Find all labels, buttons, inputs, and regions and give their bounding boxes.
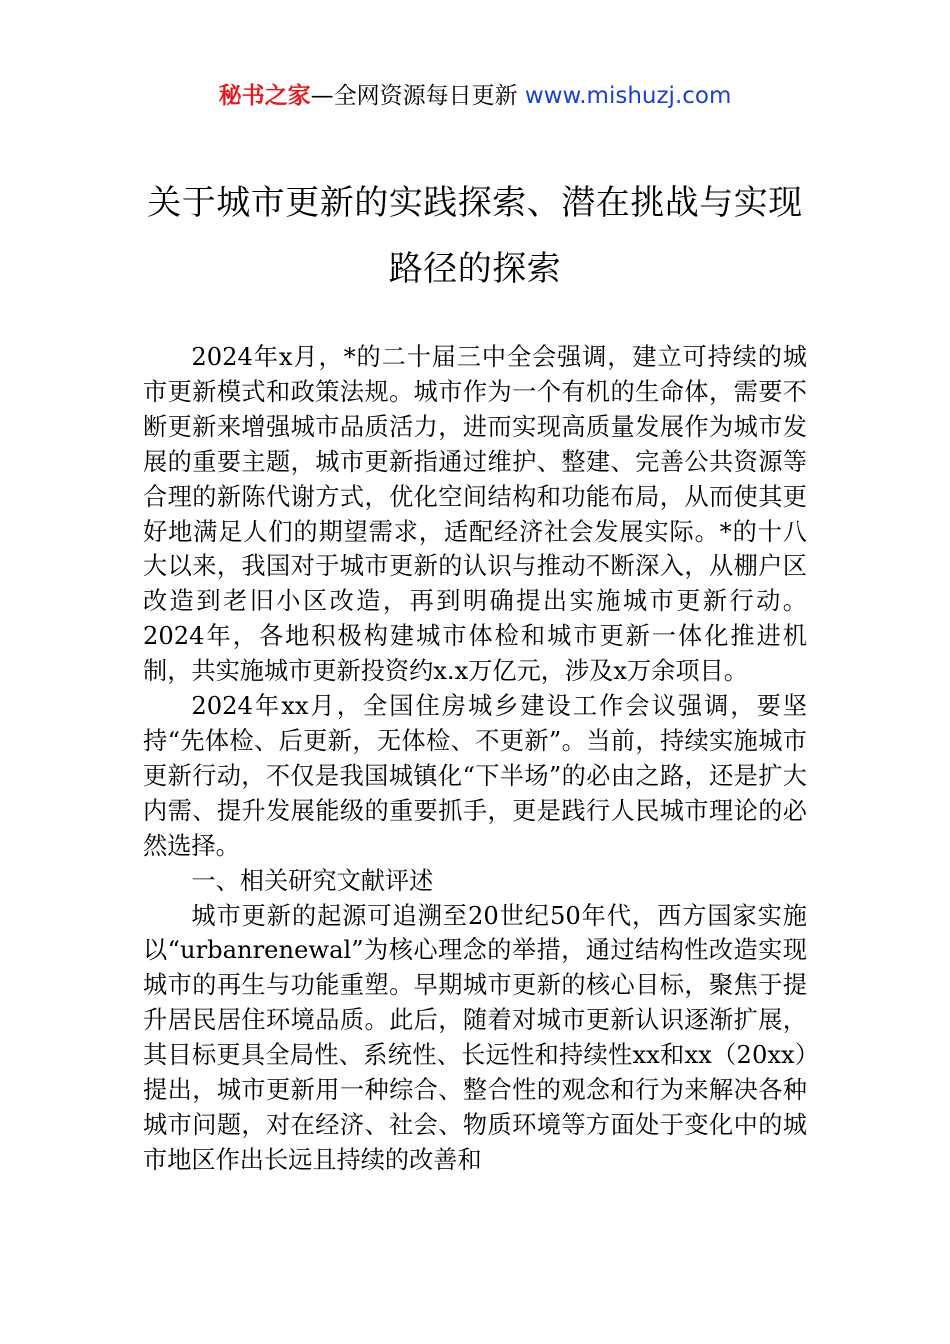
document-title: 关于城市更新的实践探索、潜在挑战与实现路径的探索 [147, 183, 803, 289]
document-body [143, 340, 807, 1178]
paragraph-conference: 2024年xx月，全国住房城乡建设工作会议强调，要坚持“先体检、后更新，无体检、不更新”。当前，持续实施城市更新行动，不仅是我国城镇化“下半场”的必由之路，还是扩大内需、提升发展能级的重要抓手，更是践行人民城市理论的必然选择。 [143, 692, 807, 860]
section-heading: 一、相关研究文献评述 [191, 866, 434, 895]
site-url-link[interactable]: www.mishuzj.com [524, 83, 732, 109]
header-tagline: —全网资源每日更新 [310, 83, 525, 109]
paragraph-literature-review: 城市更新的起源可追溯至20世纪50年代，西方国家实施以“urbanrenewal”为核心理念的举措，通过结构性改造实现城市的再生与功能重塑。早期城市更新的核心目标，聚焦于提升居民居住环境品质。此后，随着对城市更新认识逐渐扩展，其目标更具全局性、系统性、长远性和持续性xx和xx（20xx）提出，城市更新用一种综合、整合性的观念和行为来解决各种城市问题，对在经济、社会、物质环境等方面处于变化中的城市地区作出长远且持续的改善和 [143, 901, 807, 1174]
paragraph-intro: 2024年x月，*的二十届三中全会强调，建立可持续的城市更新模式和政策法规。城市作为一个有机的生命体，需要不断更新来增强城市品质活力，进而实现高质量发展作为城市发展的重要主题，城市更新指通过维护、整建、完善公共资源等合理的新陈代谢方式，优化空间结构和功能布局，从而使其更好地满足人们的期望需求，适配经济社会发展实际。*的十八大以来，我国对于城市更新的认识与推动不断深入，从棚户区改造到老旧小区改造，再到明确提出实施城市更新行动。2024年，各地积极构建城市体检和城市更新一体化推进机制，共实施城市更新投资约x.x万亿元，涉及x万余项目。 [143, 343, 807, 686]
site-header [0, 80, 950, 112]
brand-name: 秘书之家 [218, 83, 311, 109]
